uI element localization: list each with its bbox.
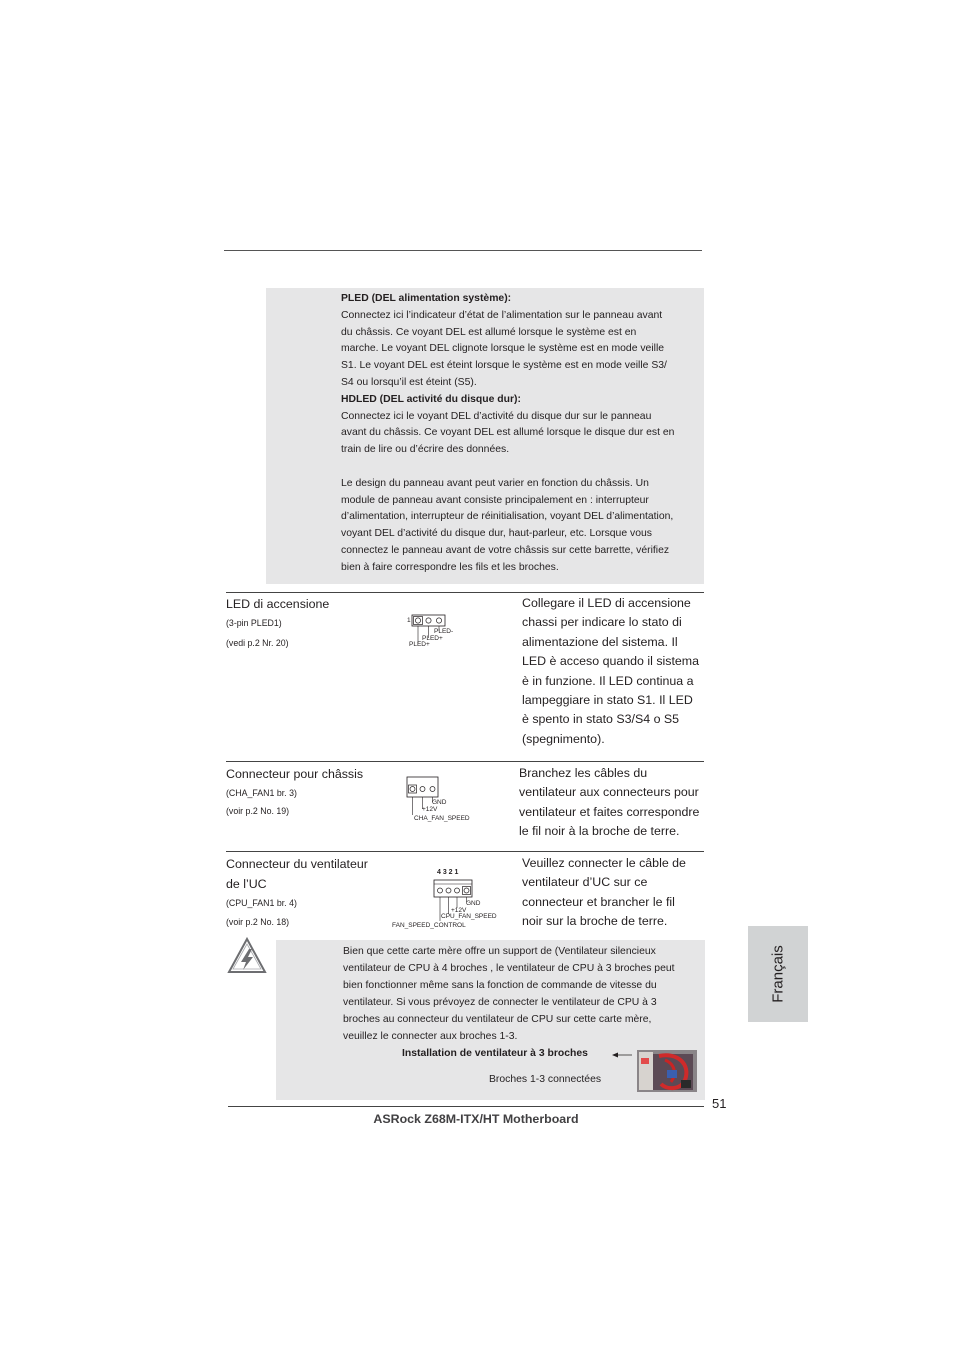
cha-speed-label: CHA_FAN_SPEED xyxy=(414,815,470,822)
pins-connected-caption: Broches 1-3 connectées xyxy=(489,1074,602,1085)
led-desc-line: è in funzione. Il LED continua a xyxy=(522,673,694,688)
design-line: voyant DEL d’activité du disque dur, haut-parleur, etc. Lorsque vous xyxy=(341,528,652,540)
cha-desc-line: ventilateur et faites correspondre xyxy=(519,804,700,819)
hdled-line: train de lire ou d’écrire des données. xyxy=(341,444,510,456)
hdled-line: Connectez ici le voyant DEL d’activité du disque dur sur le panneau xyxy=(341,410,652,422)
led-desc-line: è spento in stato S3/S4 o S5 xyxy=(522,712,680,727)
led-desc-line: Collegare il LED di accensione xyxy=(522,596,691,610)
note-text xyxy=(343,944,705,1045)
pled-line: marche. Le voyant DEL clignote lorsque le système est en mode veille xyxy=(341,343,665,355)
cpu-description xyxy=(522,854,712,932)
led-sub: (3-pin PLED1) xyxy=(226,618,282,628)
warning-icon xyxy=(226,936,268,976)
cpu-pin-numbers: 4 3 2 1 xyxy=(437,869,459,876)
hdled-title: HDLED (DEL activité du disque dur): xyxy=(341,393,521,405)
led-desc-line: chassi per indicare lo stato di xyxy=(522,615,682,630)
cha-fan-connector-diagram xyxy=(404,774,484,824)
section-rule xyxy=(226,592,704,593)
pled-line: S4 ou lorsqu’il est éteint (S5). xyxy=(341,376,477,388)
spacer xyxy=(341,459,703,476)
cha-description xyxy=(519,764,719,842)
cha-sub: (CHA_FAN1 br. 3) xyxy=(226,788,297,798)
pled-title: PLED (DEL alimentation système): xyxy=(341,293,512,304)
cha-sub: (voir p.2 No. 19) xyxy=(226,806,290,816)
cha-desc-line: le fil noir à la broche de terre. xyxy=(519,824,680,839)
pled-line: du châssis. Ce voyant DEL est allumé lorsque le système est en xyxy=(341,326,637,338)
note-line: ventilateur. Si vous prévoyez de connecter le ventilateur de CPU à 3 xyxy=(343,996,657,1008)
cpu-12v-label: +12V xyxy=(451,907,467,914)
cpu-desc-line: connecteur et brancher le fil xyxy=(522,894,675,909)
pled-line: Connectez ici l’indicateur d’état de l’alimentation sur le panneau avant xyxy=(341,309,663,321)
cpu-speed-label: CPU_FAN_SPEED xyxy=(441,913,497,920)
note-line: Bien que cette carte mère offre un support de (Ventilateur silencieux xyxy=(343,946,656,957)
cha-gnd-label: GND xyxy=(432,799,447,806)
hdled-line: avant du châssis. Ce voyant DEL est allumé lorsque le disque dur est en xyxy=(341,427,675,439)
language-tab-label: Français xyxy=(769,945,787,1003)
pin1-label: 1 xyxy=(407,617,411,624)
language-tab xyxy=(748,926,808,1022)
pled-minus-label: PLED- xyxy=(434,628,454,635)
section-rule xyxy=(226,761,704,762)
design-line: connectez le panneau avant de votre châssis sur cette barrette, vérifiez xyxy=(341,544,670,556)
pled-plus-label-2: PLED+ xyxy=(409,641,430,648)
top-rule xyxy=(224,250,702,251)
cpu-desc-line: ventilateur d’UC sur ce xyxy=(522,875,648,890)
led-sub: (vedi p.2 Nr. 20) xyxy=(226,638,289,648)
pled-line: S1. Le voyant DEL est éteint lorsque le système est en mode veille S3/ xyxy=(341,360,667,372)
info-panel-text xyxy=(341,291,703,577)
design-line: module de panneau avant consiste principalement en : interrupteur xyxy=(341,494,649,506)
pled-plus-label: PLED+ xyxy=(422,635,443,642)
note-line: broches au connecteur du ventilateur de CPU sur cette carte mère, xyxy=(343,1013,652,1025)
note-line: ventilateur de CPU à 4 broches , le ventilateur de CPU à 3 broches peut xyxy=(343,962,675,974)
cpu-gnd-label: GND xyxy=(466,900,481,907)
led-desc-line: lampeggiare in stato S1. Il LED xyxy=(522,693,693,708)
fan-photo-image xyxy=(637,1050,697,1092)
cpu-control-label: FAN_SPEED_CONTROL xyxy=(392,922,466,929)
cpu-desc-line: Veuillez connecter le câble de xyxy=(522,856,686,870)
led-label: LED di accensione xyxy=(226,597,330,611)
led-description xyxy=(522,594,712,749)
note-line: bien fonctionner même sans la fonction de commande de vitesse du xyxy=(343,979,657,991)
led-desc-line: alimentazione del sistema. Il xyxy=(522,634,678,649)
footer-title: ASRock Z68M-ITX/HT Motherboard xyxy=(373,1112,579,1126)
note-line: veuillez le connecter aux broches 1-3. xyxy=(343,1030,518,1042)
cha-desc-line: ventilateur aux connecteurs pour xyxy=(519,785,699,800)
cpu-label: Connecteur du ventilateur xyxy=(226,857,368,871)
section-rule xyxy=(226,851,704,852)
pled-connector-diagram xyxy=(404,612,464,652)
arrow-left-icon xyxy=(610,1050,634,1060)
design-line: bien à faire correspondre les fils et les broches. xyxy=(341,561,559,573)
footer-rule xyxy=(228,1106,704,1107)
design-line: Le design du panneau avant peut varier en fonction du châssis. Un xyxy=(341,477,649,489)
cpu-fan-connector-diagram xyxy=(390,864,505,932)
cha-12v-label: +12V xyxy=(422,806,438,813)
install-title: Installation de ventilateur à 3 broches xyxy=(402,1048,588,1059)
led-desc-line: (spegnimento). xyxy=(522,731,605,746)
cpu-desc-line: noir sur la broche de terre. xyxy=(522,914,668,929)
led-desc-line: LED è acceso quando il sistema xyxy=(522,654,700,669)
design-line: d’alimentation, interrupteur de réinitialisation, voyant DEL d’alimentation, xyxy=(341,511,674,523)
cha-label: Connecteur pour châssis xyxy=(226,767,364,781)
page-number: 51 xyxy=(712,1096,727,1111)
cha-desc-line: Branchez les câbles du xyxy=(519,766,648,780)
cpu-sub: (voir p.2 No. 18) xyxy=(226,917,290,927)
cpu-sub: (CPU_FAN1 br. 4) xyxy=(226,898,297,908)
cpu-label-2: de l’UC xyxy=(226,877,267,891)
